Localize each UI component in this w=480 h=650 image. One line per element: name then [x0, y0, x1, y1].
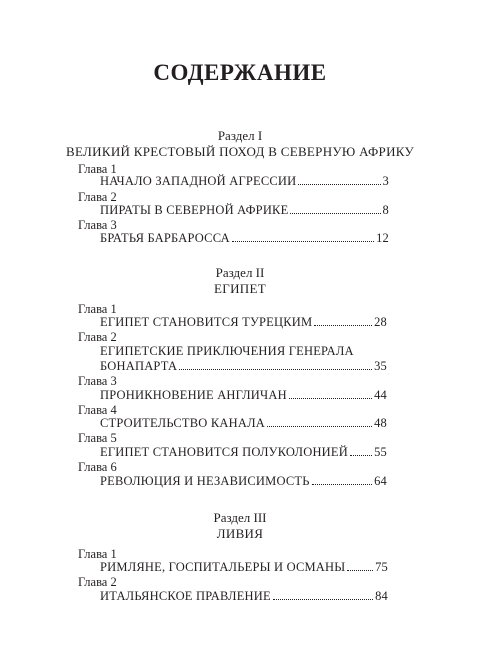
dot-leader	[273, 590, 373, 600]
section-2-chapter-5-label: Глава 5	[78, 431, 117, 445]
dot-leader	[290, 204, 380, 214]
section-2-chapter-6-entry[interactable]	[100, 474, 387, 489]
dot-leader	[312, 475, 372, 485]
dot-leader	[267, 417, 372, 427]
chapter-title: ЕГИПЕТ СТАНОВИТСЯ ПОЛУКОЛОНИЕЙ	[100, 445, 348, 459]
dot-leader	[314, 316, 372, 326]
section-2-chapter-1-label: Глава 1	[78, 302, 117, 316]
section-2-chapter-1-entry[interactable]	[100, 315, 387, 330]
section-1-chapter-3-label: Глава 3	[78, 218, 117, 232]
section-1-chapter-3-entry[interactable]	[100, 231, 389, 246]
section-2-chapter-3-entry[interactable]	[100, 388, 387, 403]
section-2-chapter-3-label: Глава 3	[78, 374, 117, 388]
dot-leader	[232, 232, 374, 242]
dot-leader	[347, 561, 373, 571]
section-1-title: ВЕЛИКИЙ КРЕСТОВЫЙ ПОХОД В СЕВЕРНУЮ АФРИКУ	[66, 144, 414, 159]
section-2-chapter-5-entry[interactable]	[100, 445, 387, 460]
page-number: 28	[374, 315, 387, 329]
section-2-chapter-4-entry[interactable]	[100, 416, 387, 431]
section-2-chapter-6-label: Глава 6	[78, 460, 117, 474]
section-1-label: Раздел I	[217, 128, 263, 143]
section-2-chapter-2-entry[interactable]	[100, 359, 387, 374]
section-3-chapter-1-label: Глава 1	[78, 547, 117, 561]
section-1-chapter-1-entry[interactable]	[100, 174, 389, 189]
page-number: 3	[382, 174, 389, 188]
section-2-title: ЕГИПЕТ	[214, 281, 266, 296]
page-number: 8	[382, 203, 389, 217]
chapter-title: БРАТЬЯ БАРБАРОССА	[100, 231, 230, 245]
section-2-chapter-4-label: Глава 4	[78, 403, 117, 417]
page-number: 75	[375, 560, 388, 574]
section-2-chapter-2-title-line1: ЕГИПЕТСКИЕ ПРИКЛЮЧЕНИЯ ГЕНЕРАЛА	[100, 344, 354, 358]
section-3-chapter-2-entry[interactable]	[100, 589, 388, 604]
section-3-chapter-2-label: Глава 2	[78, 575, 117, 589]
section-1-chapter-1-label: Глава 1	[78, 162, 117, 176]
page-number: 84	[375, 589, 388, 603]
chapter-title: ПИРАТЫ В СЕВЕРНОЙ АФРИКЕ	[100, 203, 289, 217]
page-number: 12	[376, 231, 389, 245]
page-number: 35	[374, 359, 387, 373]
section-3-title: ЛИВИЯ	[216, 526, 264, 541]
toc-heading: СОДЕРЖАНИЕ	[153, 60, 327, 85]
chapter-title: БОНАПАРТА	[100, 359, 178, 373]
page-number: 48	[374, 416, 387, 430]
chapter-title: СТРОИТЕЛЬСТВО КАНАЛА	[100, 416, 265, 430]
chapter-title: РЕВОЛЮЦИЯ И НЕЗАВИСИМОСТЬ	[100, 474, 310, 488]
section-2-label: Раздел II	[215, 265, 265, 280]
dot-leader	[350, 446, 372, 456]
section-3-chapter-1-entry[interactable]	[100, 560, 388, 575]
dot-leader	[289, 389, 372, 399]
section-1-chapter-2-label: Глава 2	[78, 190, 117, 204]
page-number: 55	[374, 445, 387, 459]
section-1-chapter-2-entry[interactable]	[100, 203, 389, 218]
chapter-title: ПРОНИКНОВЕНИЕ АНГЛИЧАН	[100, 388, 287, 402]
chapter-title: РИМЛЯНЕ, ГОСПИТАЛЬЕРЫ И ОСМАНЫ	[100, 560, 346, 574]
dot-leader	[179, 360, 372, 370]
section-3-label: Раздел III	[213, 510, 267, 525]
page-number: 64	[374, 474, 387, 488]
chapter-title: ЕГИПЕТ СТАНОВИТСЯ ТУРЕЦКИМ	[100, 315, 313, 329]
chapter-title: НАЧАЛО ЗАПАДНОЙ АГРЕССИИ	[100, 174, 297, 188]
section-2-chapter-2-label: Глава 2	[78, 330, 117, 344]
dot-leader	[298, 175, 380, 185]
page-number: 44	[374, 388, 387, 402]
chapter-title: ИТАЛЬЯНСКОЕ ПРАВЛЕНИЕ	[100, 589, 271, 603]
